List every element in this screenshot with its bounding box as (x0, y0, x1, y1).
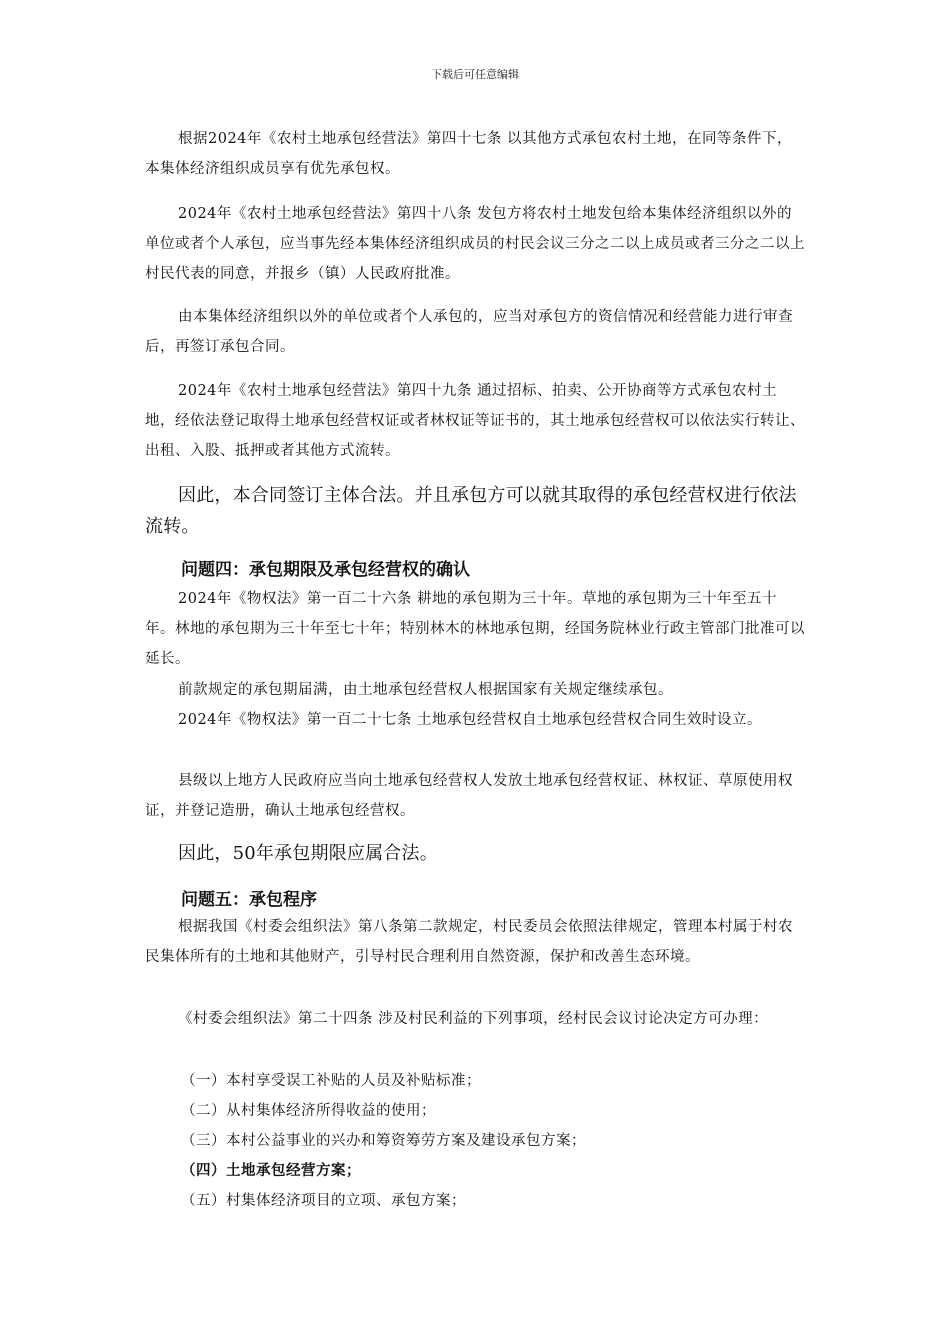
list-item: （五）村集体经济项目的立项、承包方案； (181, 1193, 466, 1209)
list-item: （一）本村享受误工补贴的人员及补贴标准； (181, 1073, 481, 1089)
section-heading-4: 问题四：承包期限及承包经营权的确认 (181, 560, 470, 580)
paragraph-article-47: 根据2024年《农村土地承包经营法》第四十七条 以其他方式承包农村土地，在同等条件下，本集体经济组织成员享有优先承包权。 (145, 131, 793, 177)
section-heading-5: 问题五：承包程序 (181, 890, 317, 910)
paragraph-conclusion-term: 因此，50年承包期限应属合法。 (178, 843, 438, 864)
list-item: （二）从村集体经济所得收益的使用； (181, 1103, 436, 1119)
paragraph-review: 由本集体经济组织以外的单位或者个人承包的，应当对承包方的资信情况和经营能力进行审查后，再签订承包合同。 (145, 309, 793, 355)
paragraph-article-127: 2024年《物权法》第一百二十七条 土地承包经营权自土地承包经营权合同生效时设立。 (178, 712, 763, 728)
paragraph-article-49: 2024年《农村土地承包经营法》第四十九条 通过招标、拍卖、公开协商等方式承包农村土地，经依法登记取得土地承包经营权证或者林权证等证书的，其土地承包经营权可以依法实行转让、出租、入股、抵押或者其他方式流转。 (145, 383, 805, 459)
paragraph-certificate: 县级以上地方人民政府应当向土地承包经营权人发放土地承包经营权证、林权证、草原使用权证，并登记造册，确认土地承包经营权。 (145, 773, 793, 819)
paragraph-conclusion-subject: 因此，本合同签订主体合法。并且承包方可以就其取得的承包经营权进行依法流转。 (145, 485, 797, 537)
page-header: 下载后可任意编辑 (431, 68, 519, 81)
paragraph-article-48: 2024年《农村土地承包经营法》第四十八条 发包方将农村土地发包给本集体经济组织以外的单位或者个人承包，应当事先经本集体经济组织成员的村民会议三分之二以上成员或者三分之二以上村民代表的同意，并报乡（镇）人民政府批准。 (145, 206, 805, 282)
paragraph-renewal: 前款规定的承包期届满，由土地承包经营权人根据国家有关规定继续承包。 (178, 682, 673, 698)
paragraph-article-24: 《村委会组织法》第二十四条 涉及村民利益的下列事项，经村民会议讨论决定方可办理： (178, 1011, 769, 1027)
list-item-bold: （四）土地承包经营方案； (181, 1162, 361, 1179)
paragraph-article-126: 2024年《物权法》第一百二十六条 耕地的承包期为三十年。草地的承包期为三十年至五十年。林地的承包期为三十年至七十年；特别林木的林地承包期，经国务院林业行政主管部门批准可以延长。 (145, 591, 805, 667)
list-item: （三）本村公益事业的兴办和筹资筹劳方案及建设承包方案； (181, 1133, 586, 1149)
paragraph-article-8: 根据我国《村委会组织法》第八条第二款规定，村民委员会依照法律规定，管理本村属于村农民集体所有的土地和其他财产，引导村民合理利用自然资源，保护和改善生态环境。 (145, 919, 793, 965)
